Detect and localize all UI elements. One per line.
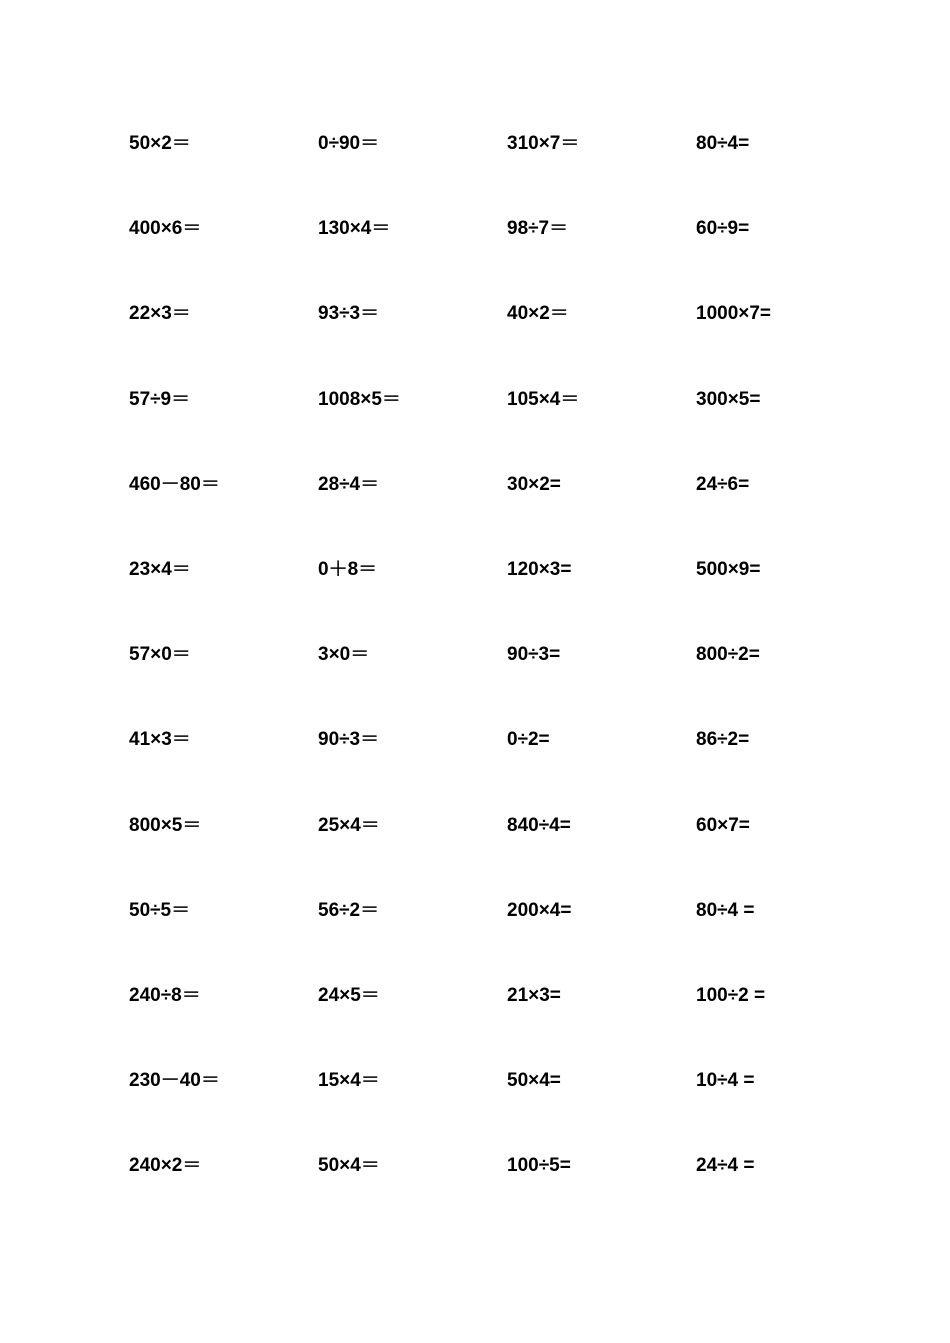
arithmetic-problem: 1008×5＝ — [318, 388, 401, 410]
arithmetic-problem: 30×2= — [507, 473, 561, 495]
arithmetic-problem: 800×5＝ — [129, 814, 202, 836]
arithmetic-problem: 23×4＝ — [129, 558, 191, 580]
arithmetic-problem: 120×3= — [507, 558, 572, 580]
arithmetic-problem: 130×4＝ — [318, 218, 391, 240]
arithmetic-problem: 50×2＝ — [129, 133, 191, 154]
arithmetic-problem: 80÷4 = — [696, 899, 755, 921]
arithmetic-problem: 0÷2= — [507, 729, 550, 751]
arithmetic-problem: 3×0＝ — [318, 644, 370, 666]
arithmetic-problem: 15×4＝ — [318, 1070, 380, 1092]
arithmetic-problem: 80÷4= — [696, 133, 750, 154]
arithmetic-problem: 93÷3＝ — [318, 303, 380, 325]
arithmetic-problem: 105×4＝ — [507, 388, 580, 410]
arithmetic-problem: 25×4＝ — [318, 814, 380, 836]
arithmetic-problem: 50×4＝ — [318, 1155, 380, 1177]
arithmetic-problem: 500×9= — [696, 558, 761, 580]
arithmetic-problem: 41×3＝ — [129, 729, 191, 751]
arithmetic-problem: 200×4= — [507, 899, 572, 921]
arithmetic-problem: 57×0＝ — [129, 644, 191, 666]
arithmetic-problem: 24÷6= — [696, 473, 750, 495]
arithmetic-problem: 60×7= — [696, 814, 750, 836]
arithmetic-problem: 310×7＝ — [507, 133, 580, 154]
arithmetic-problem: 56÷2＝ — [318, 899, 380, 921]
arithmetic-problem: 460－80＝ — [129, 473, 220, 495]
arithmetic-problem: 98÷7＝ — [507, 218, 569, 240]
arithmetic-problem: 0÷90＝ — [318, 133, 380, 154]
arithmetic-problem: 240×2＝ — [129, 1155, 202, 1177]
arithmetic-problem: 240÷8＝ — [129, 984, 201, 1006]
arithmetic-problem: 24×5＝ — [318, 984, 380, 1006]
arithmetic-problem: 86÷2= — [696, 729, 750, 751]
arithmetic-problem: 10÷4 = — [696, 1070, 755, 1092]
arithmetic-problem: 21×3= — [507, 984, 561, 1006]
arithmetic-problem: 100÷5= — [507, 1155, 571, 1177]
arithmetic-problem: 90÷3= — [507, 644, 561, 666]
arithmetic-problem: 50×4= — [507, 1070, 561, 1092]
arithmetic-problem: 57÷9＝ — [129, 388, 191, 410]
arithmetic-problem: 28÷4＝ — [318, 473, 380, 495]
arithmetic-problem: 840÷4= — [507, 814, 571, 836]
arithmetic-problem: 400×6＝ — [129, 218, 202, 240]
arithmetic-problem: 40×2＝ — [507, 303, 569, 325]
arithmetic-problem: 24÷4 = — [696, 1155, 755, 1177]
arithmetic-problem: 50÷5＝ — [129, 899, 191, 921]
arithmetic-problem: 230－40＝ — [129, 1070, 220, 1092]
arithmetic-problem: 800÷2= — [696, 644, 760, 666]
arithmetic-problem: 22×3＝ — [129, 303, 191, 325]
arithmetic-problem: 0＋8＝ — [318, 558, 378, 580]
arithmetic-problem: 90÷3＝ — [318, 729, 380, 751]
arithmetic-problem-grid — [129, 131, 849, 1238]
arithmetic-problem: 60÷9= — [696, 218, 750, 240]
arithmetic-problem: 300×5= — [696, 388, 761, 410]
arithmetic-problem: 100÷2 = — [696, 984, 766, 1006]
arithmetic-problem: 1000×7= — [696, 303, 772, 325]
